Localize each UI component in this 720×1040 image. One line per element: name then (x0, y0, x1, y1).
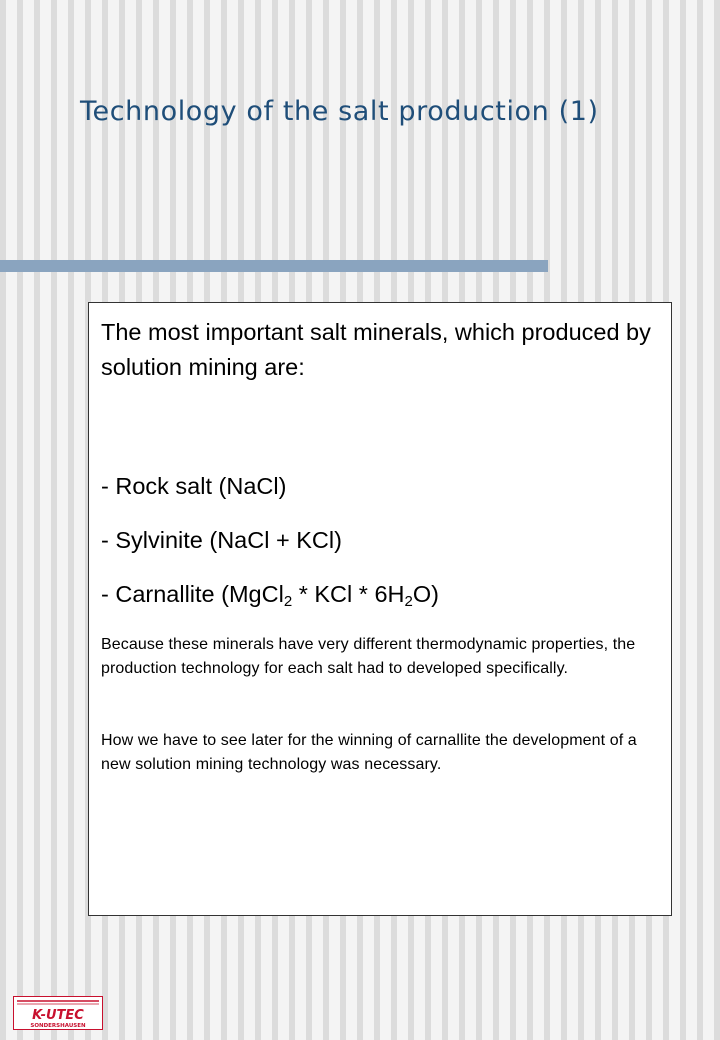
mineral-item-carnallite (101, 579, 661, 609)
mineral-item-rock-salt (101, 471, 661, 501)
mineral-label-part: * KCl * 6H (292, 581, 405, 607)
subscript: 2 (404, 593, 413, 610)
logo-subtext: SONDERSHAUSEN (30, 1023, 86, 1029)
mineral-list (101, 471, 661, 609)
thermodynamics-paragraph: Because these minerals have very different thermodynamic properties, the production technology for each salt had to developed specifically. (101, 636, 636, 677)
carnallite-paragraph: How we have to see later for the winning of carnallite the development of a new solution mining technology was necessary. (101, 732, 637, 773)
k-utec-logo (13, 996, 103, 1030)
content-box (88, 302, 672, 916)
slide-title: Technology of the salt production (1) (80, 96, 599, 127)
logo-wordmark: K-UTEC (32, 1008, 84, 1023)
mineral-item-sylvinite (101, 525, 661, 555)
subscript: 2 (283, 593, 293, 610)
mineral-label-part: - Carnallite (MgCl (101, 581, 284, 607)
mineral-label: - Sylvinite (NaCl + KCl) (101, 527, 342, 553)
intro-text: The most important salt minerals, which produced by solution mining are: (101, 319, 651, 380)
mineral-label: - Rock salt (NaCl) (101, 473, 287, 499)
title-divider (0, 260, 548, 272)
mineral-label-part: O) (412, 581, 439, 607)
